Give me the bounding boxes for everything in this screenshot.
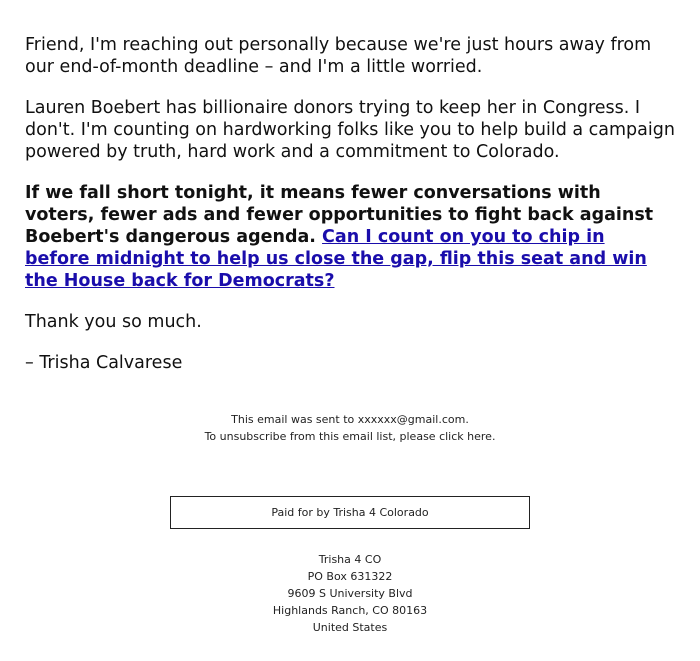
unsubscribe-notice — [0, 428, 700, 445]
address-po-box: PO Box 631322 — [307, 570, 393, 583]
address-org: Trisha 4 CO — [318, 553, 382, 566]
sent-to-notice: This email was sent to xxxxxx@gmail.com. — [231, 413, 469, 426]
footer-notice — [0, 411, 700, 445]
unsubscribe-prefix: To unsubscribe from this email list, please — [204, 430, 440, 443]
email-body — [25, 34, 675, 393]
donate-link[interactable]: Can I count on you to chip in before midnight to help us close the gap, flip this seat and win the House back for Democrats? — [25, 227, 647, 291]
paragraph-intro: Friend, I'm reaching out personally because we're just hours away from our end-of-month deadline – and I'm a little worried. — [25, 35, 652, 77]
mailing-address — [0, 551, 700, 636]
closing-line: Thank you so much. — [25, 312, 202, 332]
paragraph-appeal — [25, 182, 675, 292]
unsubscribe-link[interactable]: click here — [439, 430, 492, 443]
paragraph-donors: Lauren Boebert has billionaire donors trying to keep her in Congress. I don't. I'm counting on hardworking folks like you to help build a campaign powered by truth, hard work and a commitment to Colorado. — [25, 98, 675, 162]
paid-for-disclaimer: Paid for by Trisha 4 Colorado — [170, 496, 530, 529]
address-street: 9609 S University Blvd — [287, 587, 413, 600]
address-city: Highlands Ranch, CO 80163 — [272, 604, 428, 617]
address-country: United States — [312, 621, 388, 634]
unsubscribe-suffix: . — [491, 430, 496, 443]
appeal-text: If we fall short tonight, it means fewer conversations with voters, fewer ads and fewer opportunities to fight back against Boebert's dangerous agenda. — [25, 183, 654, 247]
signature: – Trisha Calvarese — [25, 353, 183, 373]
